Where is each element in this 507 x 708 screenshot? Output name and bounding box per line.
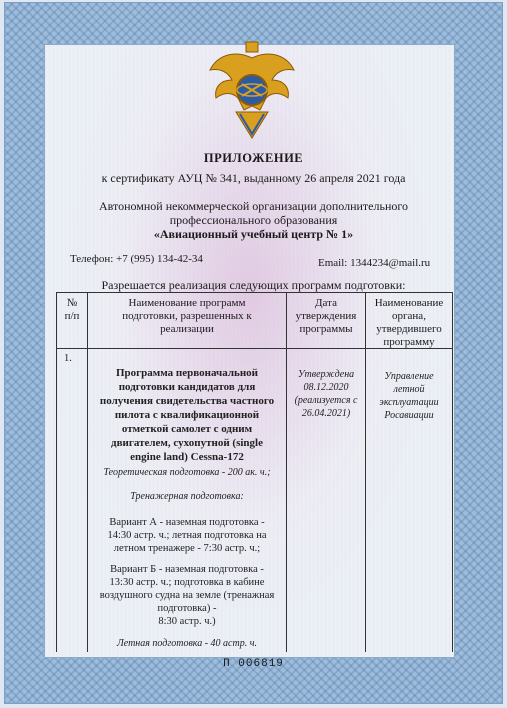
approval-date: Утверждена 08.12.2020 (реализуется с 26.04.2021): [294, 369, 358, 419]
email-address: Email: 1344234@mail.ru: [318, 257, 431, 269]
row-number: 1.: [64, 353, 72, 364]
header-number: № п/п: [64, 297, 80, 322]
header-approving-body: Наименование органа, утвердившего программу: [374, 297, 444, 348]
certificate-reference: к сертификату АУЦ № 341, выданному 26 апреля 2021 года: [101, 171, 406, 185]
header-program-name: Наименование программ подготовки, разрешенных к реализации: [122, 297, 252, 335]
variant-a: Вариант А - наземная подготовка - 14:30 астр. ч.; летная подготовка на летном тренажере - 7:30 астр. ч.;: [107, 517, 267, 554]
programs-intro: Разрешается реализация следующих программ подготовки:: [101, 278, 406, 292]
serial-number: П 006819: [223, 658, 284, 670]
flight-training: Летная подготовка - 40 астр. ч.: [117, 638, 257, 649]
variant-b: Вариант Б - наземная подготовка - 13:30 астр. ч.; подготовка в кабине воздушного судна на земле (тренажная подготовка) - 8:30 астр. ч.): [99, 564, 275, 627]
phone-number: Телефон: +7 (995) 134-42-34: [70, 253, 203, 265]
simulator-training-title: Тренажерная подготовка:: [130, 491, 244, 502]
approving-body: Управление летной эксплуатации Росавиации: [379, 371, 439, 421]
organization-line-2: профессионального образования: [169, 213, 338, 227]
header-approval-date: Дата утверждения программы: [295, 297, 357, 335]
theory-training: Теоретическая подготовка - 200 ак. ч.;: [103, 467, 271, 478]
emblem-icon: [206, 40, 298, 142]
organization-name: «Авиационный учебный центр № 1»: [153, 227, 354, 241]
document-title: ПРИЛОЖЕНИЕ: [203, 151, 304, 165]
organization-line-1: Автономной некоммерческой организации дополнительного: [98, 199, 409, 213]
program-title: Программа первоначальной подготовки кандидатов для получения свидетельства частного пилота с квалификационной отметкой самолет с одним двигателем, сухопутной (single engine land) Cessna-172: [99, 367, 275, 463]
